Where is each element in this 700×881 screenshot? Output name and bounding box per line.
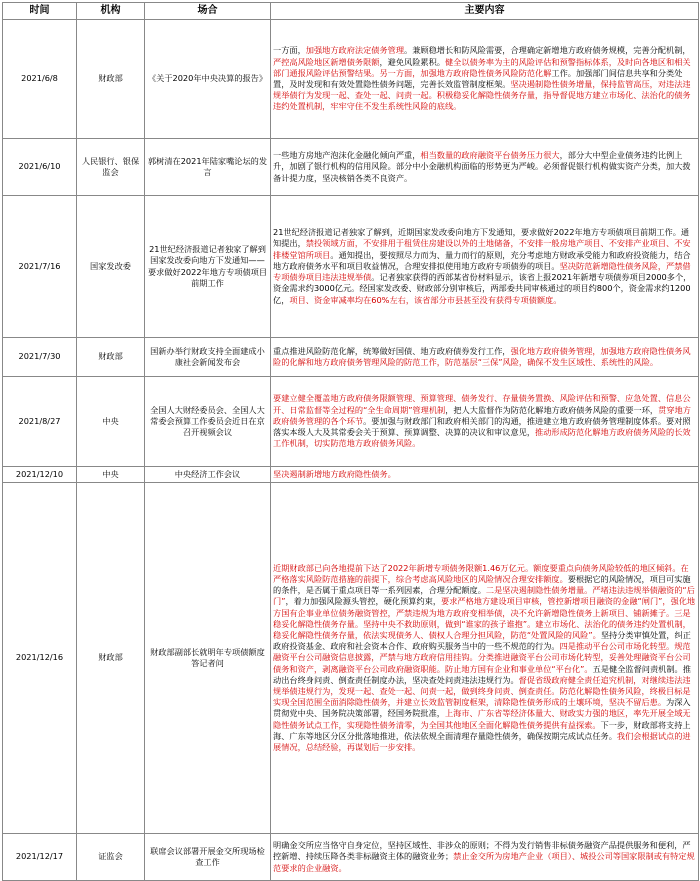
row-date: 2021/12/16 xyxy=(3,483,77,834)
highlight-text: 贯穿地方政府债务管理的各个环节 xyxy=(273,404,691,426)
row-org: 财政部 xyxy=(77,483,145,834)
header-content: 主要内容 xyxy=(271,3,699,20)
content-text: 。记者独家获得的西部某省份材料显示，该省上报2021年新增专项债券项目2000多个，资金需求约3000亿元。经国家发改委、财政部分别审核后，两部委共同审核通过的项目约800个，资金需求约1200亿， xyxy=(273,272,692,305)
highlight-text: 防范化解隐性债务风险，终极目标是实现全国范围全面消除隐性债务，并建立长效监管制度框架，清除隐性债务形成的土壤环境，坚决不留后患。 xyxy=(273,686,691,708)
highlight-text: 督促省级政府健全责任追究机制，对继续违法违规举债违规行为，发现一起、查处一起、问责一起，做到终身问责、倒查责任。 xyxy=(273,674,691,696)
highlight-text: 四是推动平台公司市场化转型。规范融资平台公司融资信息披露，严禁与地方政府信用挂钩。分类推进融资平台公司市场化转型，妥善处理融资平台公司债务和资产，剥离融资平台公司政府融资职能。防止地方国有企业和事业单位“平台化”。 xyxy=(273,641,691,674)
highlight-text: 项目、资金审减率均在60%左右，该省部分市县甚至没有获得专项债额度。 xyxy=(289,294,562,305)
content-text: ，着力加强风险源头管控，硬化预算约束， xyxy=(285,596,442,607)
content-text: 要根据它的风险情况，项目可实施的条件，是否属于重点项目等一系列因素，合理分配额度。 xyxy=(273,573,691,596)
row-venue: 国新办举行财政支持全面建成小康社会新闻发布会 xyxy=(145,338,271,377)
content-text: 。通知提出，要按照尽力而为、量力而行的原则，充分考虑地方财政承受能力和政府投资能力，结合地方政府债务水平和项目收益情况，合理安排拟使用地方政府专项债券的项目。 xyxy=(273,249,691,271)
header-venue: 场合 xyxy=(145,3,271,20)
highlight-text: 坚决遏制隐性债务增量，保持监管高压，对违法违规举债行为发现一起、查处一起、问责一起。积极稳妥化解隐性债务存量，指导督促地方建立市场化、法治化的债务违约处置机制，牢牢守住不发生系统性风险的底线。 xyxy=(273,79,691,112)
row-date: 2021/7/16 xyxy=(3,196,77,338)
row-date: 2021/8/27 xyxy=(3,377,77,467)
content-text: 重点推进风险防范化解，统筹做好国债、地方政府债券发行工作， xyxy=(273,345,511,356)
content-text: 明确金交所应当恪守自身定位，坚持区域性、非涉众的原则；不得为发行销售非标债务融资产品提供服务和便利，严控新增、持续压降各类非标融资主体的融资业务； xyxy=(273,840,691,862)
row-content xyxy=(271,483,699,834)
highlight-text: 近期财政部已向各地提前下达了2022年新增专项债务限额1.46万亿元。额度要重点向债务风险较低的地区倾斜。在严格落实风险防范措施的前提下，综合考虑高风险地区的风险情况合理安排额度。 xyxy=(273,562,689,584)
row-content xyxy=(271,196,699,338)
highlight-text: 加强地方政府法定债务管理 xyxy=(305,45,405,56)
content-text: ，部分大中型企业债务违约比例上升，加剧了银行机构的信用风险。部分中小金融机构面临的形势更为严峻。必须督促银行机构做实资产分类，加大拨备计提力度，坚决核销各类不良资产。 xyxy=(273,150,691,183)
table-row xyxy=(3,196,699,338)
highlight-text: 禁投领域方面，不安排用于租赁住房建设以外的土地储备，不安排一般房地产项目、不安排产业项目、不安排楼堂馆所项目 xyxy=(273,238,691,260)
policy-timeline-table xyxy=(2,2,699,881)
table-row xyxy=(3,20,699,139)
highlight-text: 禁止金交所为房地产企业（项目）、城投公司等国家限制或有特定规范要求的企业融资。 xyxy=(273,851,695,873)
row-date: 2021/6/8 xyxy=(3,20,77,139)
content-text: 下一步，财政部将支持上海、广东等地区分区分批落地推进，依法依规全面清理存量隐性债务，确保按期完成试点任务。 xyxy=(273,719,691,741)
row-content xyxy=(271,338,699,377)
table-row xyxy=(3,483,699,834)
row-venue: 中央经济工作会议 xyxy=(145,467,271,483)
row-content xyxy=(271,20,699,139)
row-org: 证监会 xyxy=(77,834,145,881)
highlight-text: 推动形成防范化解地方政府债务风险的长效工作机制，切实防范地方政府债务风险。 xyxy=(273,427,691,449)
highlight-text: 相当数量的政府融资平台债务压力很大 xyxy=(420,150,560,161)
content-text: 一些地方房地产泡沫化金融化倾向严重， xyxy=(273,150,421,161)
row-date: 2021/7/30 xyxy=(3,338,77,377)
table-row xyxy=(3,834,699,881)
header-org: 机构 xyxy=(77,3,145,20)
row-org: 人民银行、银保监会 xyxy=(77,139,145,196)
highlight-text: 三是稳妥化解隐性债务存量。坚持中央不救助原则，做到“谁家的孩子谁抱”。 xyxy=(273,607,691,629)
content-text: 五是健全监督问责机制。推动出台终身问责、倒查责任制度办法，坚决查处问责违法违规行为。 xyxy=(273,663,691,685)
table-row xyxy=(3,467,699,483)
table-row xyxy=(3,338,699,377)
highlight-text: 强化地方政府债务管理，加强地方政府隐性债务风险的化解和地方政府债务管理风险的防范工作，防范基层“三保”风险，确保不发生区域性、系统性的风险。 xyxy=(273,345,691,367)
content-text: 坚持分类审慎处置，纠正政府投资基金、政府和社会资本合作、政府购买服务当中的一些不规范的行为。 xyxy=(273,629,691,652)
highlight-text: 坚决防范新增隐性债务风险，严禁借专项债券项目违法违规举债 xyxy=(273,260,691,283)
highlight-text: 上海市、广东省等经济体量大、财政实力强的地区，率先开展全域无隐性债务试点工作，实现隐性债务清零，为全国其他地区全面化解隐性债务提供有益探索。 xyxy=(273,708,691,730)
row-venue: 21世纪经济报道记者独家了解到国家发改委向地方下发通知——要求做好2022年地方专项债项目前期工作 xyxy=(145,196,271,338)
highlight-text: 坚决遏制新增地方政府隐性债务。 xyxy=(273,468,396,479)
row-date: 2021/12/17 xyxy=(3,834,77,881)
row-date: 2021/12/10 xyxy=(3,467,77,483)
row-content xyxy=(271,834,699,881)
row-date: 2021/6/10 xyxy=(3,139,77,196)
highlight-text: 我们会根据试点的进展情况，总结经验，再谋划后一步安排。 xyxy=(273,730,691,753)
content-text: ，把人大监督作为防范化解地方政府债务风险的重要一环， xyxy=(445,404,659,415)
highlight-text: 要建立健全覆盖地方政府债务限额管理、预算管理、债务发行、存量债务置换、风险评估和预警、应急处置、信息公开、日常监督等全过程的“全生命周期”管理机制 xyxy=(273,393,691,415)
row-venue: 郭树清在2021年陆家嘴论坛的发言 xyxy=(145,139,271,196)
row-content xyxy=(271,377,699,467)
highlight-text: 建立市场化、法治化的债务违约处置机制，稳妥化解隐性债务存量，依法实现债务人、债权人合理分担风险，防范“处置风险的风险”。 xyxy=(273,618,691,640)
content-text: 为深入贯彻党中央、国务院决策部署，经国务院批准， xyxy=(273,697,691,719)
row-org: 中央 xyxy=(77,377,145,467)
row-venue: 联席会议部署开展金交所现场检查工作 xyxy=(145,834,271,881)
row-org: 中央 xyxy=(77,467,145,483)
row-org: 财政部 xyxy=(77,20,145,139)
highlight-text: 健全以债务率为主的风险评估和预警指标体系，及时向各地区和相关部门通报风险评估预警结果。另一方面，加强地方政府隐性债务风险防范化解 xyxy=(273,56,691,78)
row-org: 财政部 xyxy=(77,338,145,377)
header-date: 时间 xyxy=(3,3,77,20)
content-text: 21世纪经济报道记者独家了解到，近期国家发改委向地方下发通知，要求做好2022年地方专项债项目前期工作。通知提出， xyxy=(273,227,690,249)
table-row xyxy=(3,139,699,196)
content-text: 。兼顾稳增长和防风险需要，合理确定新增地方政府债务规模，完善分配机制， xyxy=(404,45,691,56)
row-content xyxy=(271,139,699,196)
row-venue: 全国人大财经委员会、全国人大常委会预算工作委员会近日在京召开视频会议 xyxy=(145,377,271,467)
content-text: ，避免风险累积。 xyxy=(379,56,445,67)
highlight-text: 要求严格地方建设项目审核，管控新增项目融资的金融“闸门”，强化地方国有企事业单位债务融资管控，严禁违规为地方政府变相举债，决不允许新增隐性债务上新项目、铺新摊子。 xyxy=(273,596,696,618)
content-text: 一方面， xyxy=(273,45,306,56)
content-text: 。要加强与财政部门和政府相关部门的沟通，推进建立地方政府债务管理制度体系。要对照落实本级人大及其常委会关于预算、预算调整、决算的决议和审议意见， xyxy=(273,415,691,438)
content-text: 工作。加强部门间信息共享和分类处置，及时发现和有效处置隐性债务问题，完善长效监管制度框架。 xyxy=(273,67,683,89)
row-venue: 《关于2020年中央决算的报告》 xyxy=(145,20,271,139)
row-org: 国家发改委 xyxy=(77,196,145,338)
row-venue: 财政部副部长就明年专项债额度答记者问 xyxy=(145,483,271,834)
table-row xyxy=(3,377,699,467)
header-row xyxy=(3,3,699,20)
row-content xyxy=(271,467,699,483)
highlight-text: 二是坚决遏制隐性债务增量。严堵违法违规举债融资的“后门” xyxy=(273,585,695,607)
highlight-text: 严控高风险地区新增债务限额 xyxy=(273,56,380,67)
